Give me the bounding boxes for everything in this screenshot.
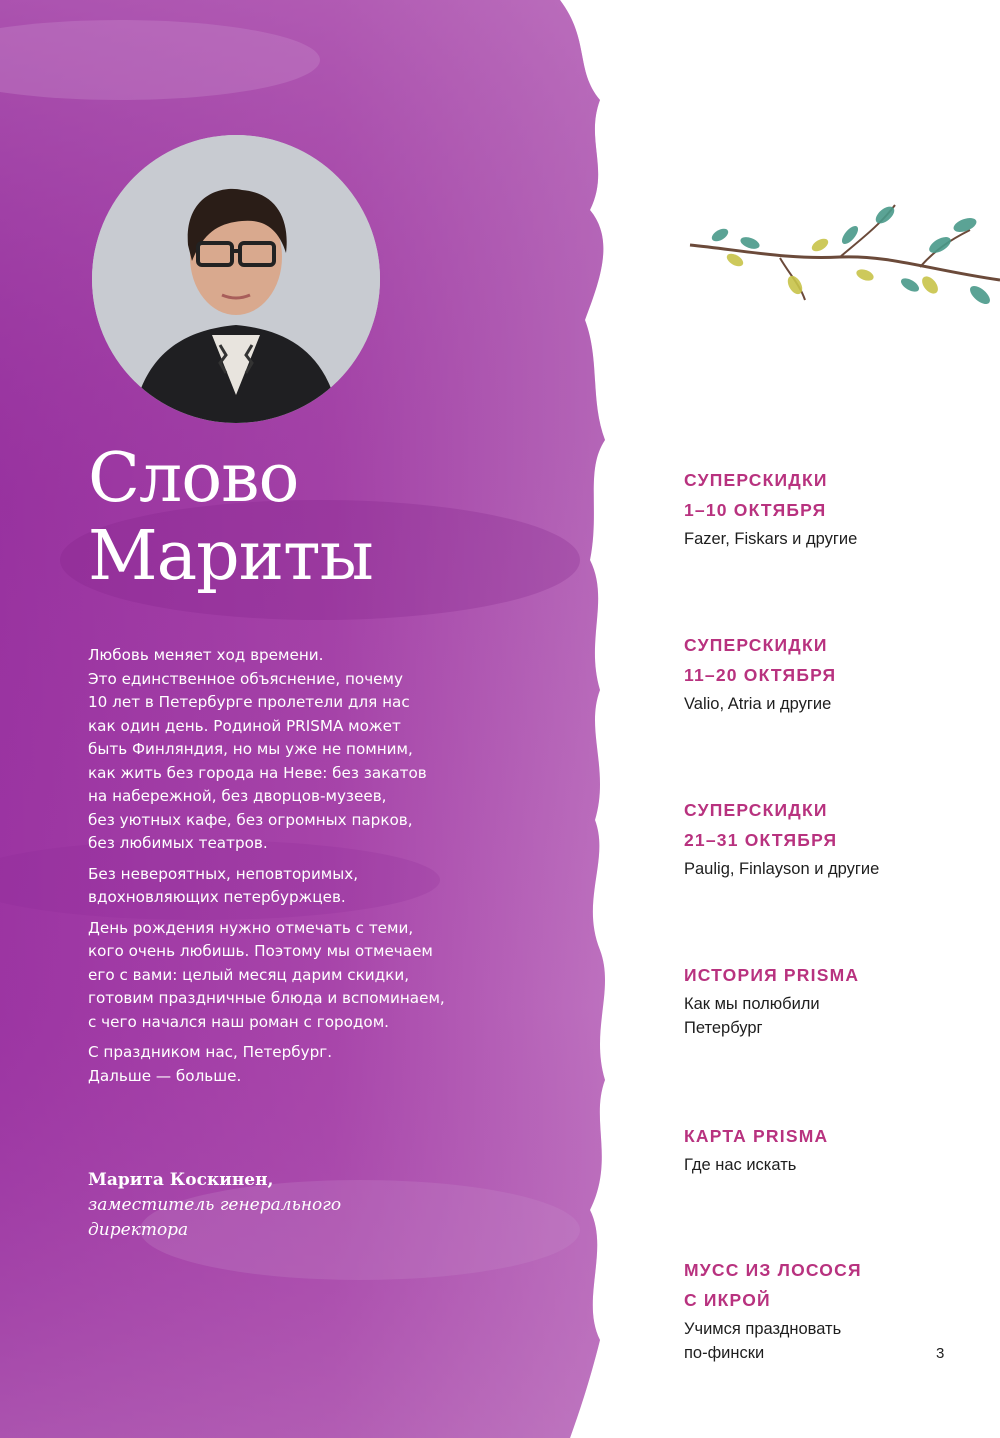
title-line-2: Мариты (88, 517, 373, 596)
toc-item-superdiscounts-3[interactable] (684, 795, 984, 881)
page-title (88, 440, 508, 596)
person-portrait-image (92, 135, 380, 423)
signature-role: заместитель генерального директора (88, 1195, 342, 1240)
toc-subtitle: Fazer, Fiskars и другие (684, 530, 858, 548)
title-line-1: Слово (88, 439, 299, 518)
signature-name: Марита Коскинен, (88, 1170, 274, 1190)
toc-heading: СУПЕРСКИДКИ 21–31 ОКТЯБРЯ (684, 800, 838, 850)
signature (88, 1168, 448, 1243)
toc-heading: МУСС ИЗ ЛОСОСЯ С ИКРОЙ (684, 1260, 862, 1310)
toc-heading: КАРТА PRISMA (684, 1126, 829, 1146)
branch-illustration-icon (680, 185, 1000, 335)
toc-subtitle: Paulig, Finlayson и другие (684, 860, 880, 878)
letter-paragraph-4: С праздником нас, Петербург. Дальше — больше. (88, 1043, 333, 1085)
toc-item-history[interactable] (684, 960, 984, 1040)
toc-subtitle: Valio, Atria и другие (684, 695, 832, 713)
toc-subtitle: Учимся праздновать по-фински (684, 1320, 842, 1362)
toc-heading: СУПЕРСКИДКИ 11–20 ОКТЯБРЯ (684, 635, 837, 685)
toc-item-map[interactable] (684, 1121, 984, 1177)
page-number: 3 (936, 1345, 945, 1362)
toc-item-superdiscounts-1[interactable] (684, 465, 984, 551)
letter-paragraph-2: Без невероятных, неповторимых, вдохновляющих петербуржцев. (88, 864, 359, 906)
letter-body (88, 644, 468, 1095)
toc-heading: ИСТОРИЯ PRISMA (684, 965, 860, 985)
toc-item-superdiscounts-2[interactable] (684, 630, 984, 716)
toc-subtitle: Как мы полюбили Петербург (684, 995, 820, 1037)
toc-heading: СУПЕРСКИДКИ 1–10 ОКТЯБРЯ (684, 470, 828, 520)
letter-paragraph-3: День рождения нужно отмечать с теми, кого очень любишь. Поэтому мы отмечаем его с вами: целый месяц дарим скидки, готовим праздничные блюда и вспоминаем, с чего начался наш роман с городом. (88, 918, 445, 1031)
toc-subtitle: Где нас искать (684, 1156, 797, 1174)
letter-paragraph-1: Любовь меняет ход времени. Это единственное объяснение, почему 10 лет в Петербурге пролетели для нас как один день. Родиной PRISMA может быть Финляндия, но мы уже не помним, как жить без города на Неве: без закатов на набережной, без дворцов-музеев, без уютных кафе, без огромных парков, без любимых театров. (88, 646, 427, 852)
portrait-photo (92, 135, 380, 423)
